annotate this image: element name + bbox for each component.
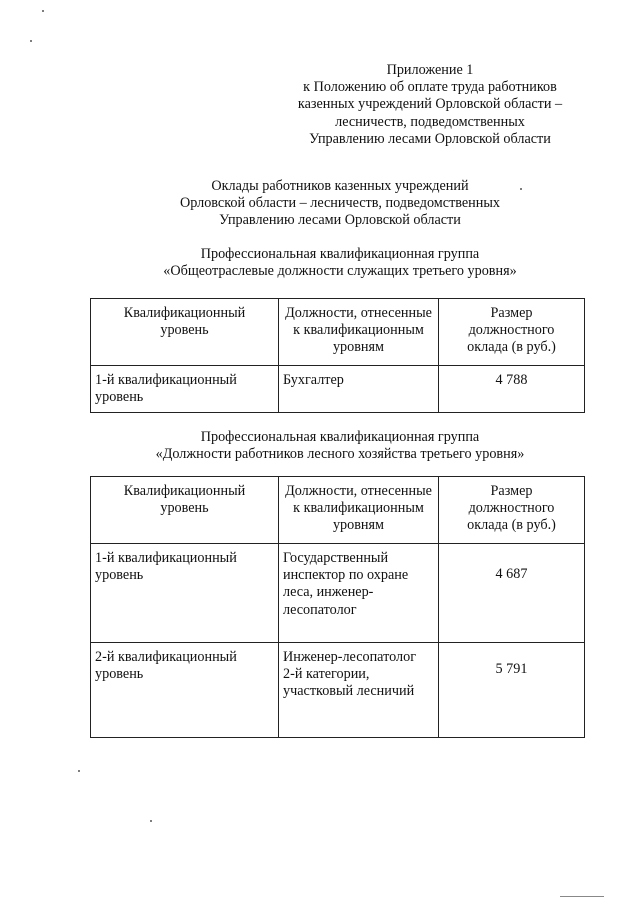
cell-text: лесопатолог (283, 601, 357, 618)
header-text: Квалификационный (123, 305, 246, 321)
scan-speck (30, 40, 32, 42)
table-row (91, 544, 585, 643)
cell-text: 1-й квалификационный (95, 550, 237, 566)
salary-value: 5 791 (495, 661, 528, 677)
salary-value: 4 788 (495, 372, 528, 388)
cell-text: уровень (95, 389, 144, 406)
header-text: уровень (160, 322, 209, 339)
header-text: должностного (468, 322, 555, 339)
header-text: уровень (160, 500, 209, 517)
scan-speck (150, 820, 152, 822)
cell-text: уровень (95, 666, 144, 683)
header-positions (279, 299, 439, 366)
cell-positions (279, 643, 439, 738)
header-text: Должности, отнесенные (285, 483, 432, 499)
annex-line: к Положению об оплате труда работников (303, 79, 557, 96)
cell-text: 2-й категории, (283, 666, 370, 683)
table-row (91, 366, 585, 413)
scan-speck (520, 188, 522, 190)
cell-text: 1-й квалификационный (95, 372, 237, 388)
header-text: уровням (332, 339, 385, 356)
cell-level (91, 643, 279, 738)
cell-positions (279, 544, 439, 643)
header-positions (279, 477, 439, 544)
header-text: Размер (490, 483, 533, 499)
cell-text: участковый лесничий (283, 683, 415, 700)
title-line: Орловской области – лесничеств, подведомственных (179, 195, 500, 212)
scan-speck (78, 770, 80, 772)
group-title-line: Профессиональная квалификационная группа (200, 246, 480, 262)
salary-table-2 (90, 476, 585, 738)
scan-speck (42, 10, 44, 12)
annex-line: лесничеств, подведомственных (335, 113, 525, 130)
group-2-title (110, 429, 570, 463)
annex-line: Управлению лесами Орловской области (309, 130, 551, 147)
header-text: Квалификационный (123, 483, 246, 499)
group-title-line: «Должности работников лесного хозяйства третьего уровня» (155, 446, 525, 463)
cell-text: леса, инженер- (283, 584, 374, 601)
group-title-line: Профессиональная квалификационная группа (200, 429, 480, 445)
group-1-title (110, 246, 570, 280)
annex-line: казенных учреждений Орловской области – (297, 96, 563, 113)
document-title (140, 178, 540, 230)
salary-table-1 (90, 298, 585, 413)
header-text: Размер (490, 305, 533, 321)
header-text: к квалификационным (293, 500, 424, 517)
table-header-row (91, 299, 585, 366)
cell-text: 2-й квалификационный (95, 649, 237, 665)
cell-text: Государственный (283, 550, 389, 566)
cell-level (91, 366, 279, 413)
annex-header (270, 62, 590, 148)
cell-salary (439, 643, 585, 738)
header-text: Должности, отнесенные (285, 305, 432, 321)
header-text: уровням (332, 517, 385, 534)
header-text: должностного (468, 500, 555, 517)
header-text: оклада (в руб.) (467, 517, 556, 534)
table-header-row (91, 477, 585, 544)
group-title-line: «Общеотраслевые должности служащих третьего уровня» (163, 263, 517, 280)
table-row (91, 643, 585, 738)
header-level (91, 299, 279, 366)
title-line: Управлению лесами Орловской области (219, 212, 461, 229)
cell-text: уровень (95, 567, 144, 584)
header-salary (439, 299, 585, 366)
title-line: Оклады работников казенных учреждений (211, 178, 469, 194)
cell-text: инспектор по охране (283, 567, 409, 584)
header-text: к квалификационным (293, 322, 424, 339)
annex-line: Приложение 1 (386, 62, 474, 78)
scan-mark (560, 896, 604, 897)
cell-level (91, 544, 279, 643)
header-salary (439, 477, 585, 544)
cell-text: Инженер-лесопатолог (283, 649, 417, 665)
salary-value: 4 687 (495, 566, 528, 582)
cell-text: Бухгалтер (283, 372, 344, 388)
cell-positions (279, 366, 439, 413)
header-text: оклада (в руб.) (467, 339, 556, 356)
cell-salary (439, 366, 585, 413)
cell-salary (439, 544, 585, 643)
header-level (91, 477, 279, 544)
